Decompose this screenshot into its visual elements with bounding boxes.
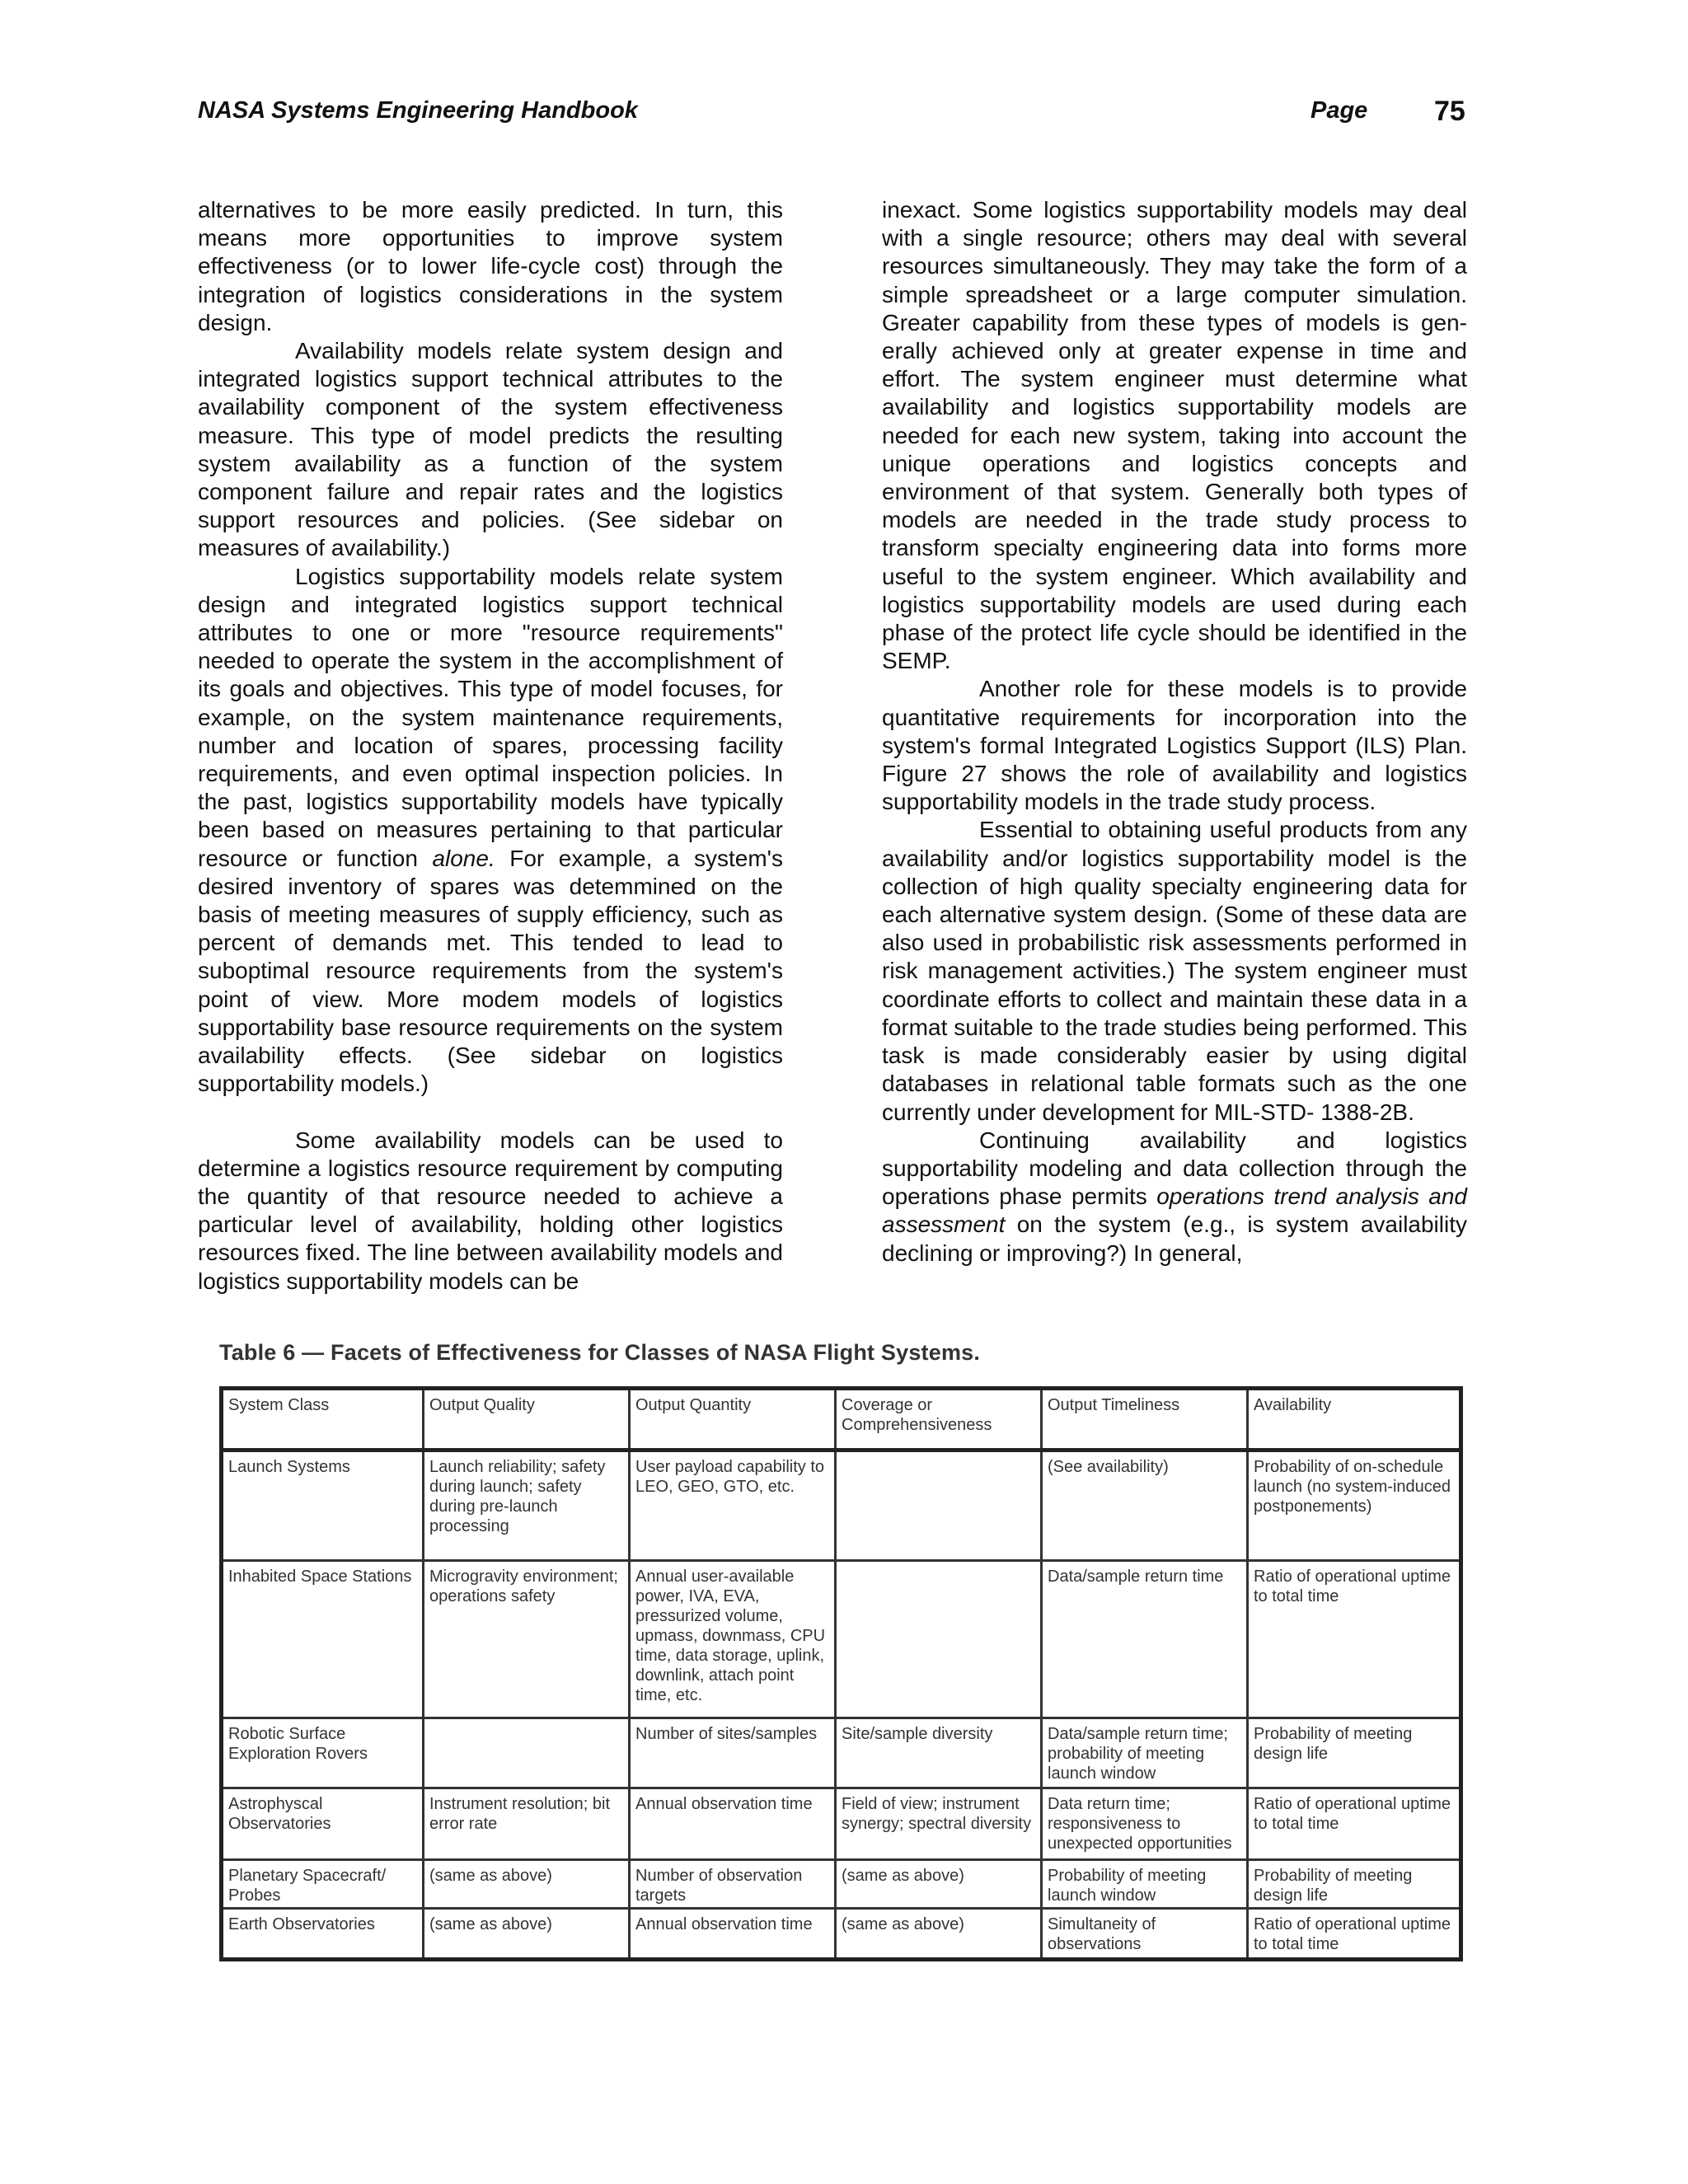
table-cell: Annual observation time <box>630 1909 836 1960</box>
table-row <box>222 1860 1461 1909</box>
table-cell: Planetary Spacecraft/ Probes <box>222 1860 424 1909</box>
table-cell: (same as above) <box>836 1860 1042 1909</box>
table-cell: Inhabited Space Stations <box>222 1561 424 1718</box>
table-row <box>222 1561 1461 1718</box>
table-row <box>222 1451 1461 1561</box>
paragraph: inexact. Some logistics supportability models may deal with a single resource; others may deal with several resources simultaneously. They may take the form of a simple spreadsheet or a large computer simulation. Greater capability from these types of models is gen-erally achieved only at greater expense in time and effort. The system engineer must determine what availability and logistics supportability models are needed for each new system, taking into account the unique operations and logistics concepts and environment of that system. Generally both types of models are needed in the trade study process to transform specialty engineering data into forms more useful to the system engineer. Which availability and logistics supportability models are used during each phase of the protect life cycle should be identified in the SEMP. <box>882 197 1467 674</box>
paragraph-text: on the system (e.g., is system availability declining or improving?) In general, <box>882 1212 1467 1266</box>
table-cell: Data/sample return time <box>1042 1561 1248 1718</box>
table-cell: Instrument resolution; bit error rate <box>424 1788 630 1860</box>
paragraph <box>882 1127 1467 1268</box>
table-cell <box>424 1718 630 1788</box>
column-header: Availability <box>1248 1389 1461 1451</box>
handbook-title: NASA Systems Engineering Handbook <box>198 97 638 124</box>
column-header: System Class <box>222 1389 424 1451</box>
table-row <box>222 1909 1461 1960</box>
table-cell: Microgravity environment; operations safety <box>424 1561 630 1718</box>
table-cell: (same as above) <box>424 1860 630 1909</box>
table-cell: Launch Systems <box>222 1451 424 1561</box>
table-cell <box>836 1451 1042 1561</box>
table-cell: (See availability) <box>1042 1451 1248 1561</box>
table-cell: Ratio of operational uptime to total time <box>1248 1909 1461 1960</box>
paragraph <box>198 563 783 1099</box>
table-cell: Ratio of operational uptime to total time <box>1248 1788 1461 1860</box>
paragraph: Availability models relate system design and integrated logistics support technical attributes to the availability component of the system effectiveness measure. This type of model predicts the resulting system availability as a function of the system component failure and repair rates and the logistics support resources and policies. (See sidebar on measures of availability.) <box>198 338 783 561</box>
emphasis-text: alone. <box>432 845 495 871</box>
table-cell: (same as above) <box>424 1909 630 1960</box>
table-cell: Data return time; responsiveness to unexpected opportunities <box>1042 1788 1248 1860</box>
table-cell: Field of view; instrument synergy; spectral diversity <box>836 1788 1042 1860</box>
table-cell: Probability of meeting design life <box>1248 1860 1461 1909</box>
table-cell: Ratio of operational uptime to total time <box>1248 1561 1461 1718</box>
column-header: Coverage or Comprehensiveness <box>836 1389 1042 1451</box>
page-label: Page <box>1311 97 1368 124</box>
table-cell: Launch reliability; safety during launch; safety during pre-launch processing <box>424 1451 630 1561</box>
table-cell: Probability of on-schedule launch (no system-induced postponements) <box>1248 1451 1461 1561</box>
table-header-row <box>222 1389 1461 1451</box>
table-cell: Simultaneity of observations <box>1042 1909 1248 1960</box>
column-header: Output Quality <box>424 1389 630 1451</box>
paragraph-text: Logistics supportability models relate system design and integrated logistics support technical attributes to one or more "resource requirements" needed to operate the system in the accomplishment of its goals and objectives. This type of model focuses, for example, on the system maintenance requirements, number and location of spares, processing facility requirements, and even optimal inspection policies. In the past, logistics supportability models have typically been based on measures pertaining to that particular resource or function <box>198 563 783 871</box>
table-cell: (same as above) <box>836 1909 1042 1960</box>
table-cell: Site/sample diversity <box>836 1718 1042 1788</box>
paragraph: Essential to obtaining useful products from any availability and/or logistics supportability model is the collection of high quality specialty engineering data for each alternative system design. (Some of these data are also used in probabilistic risk assessments performed in risk management activities.) The system engineer must coordinate efforts to collect and maintain these data in a format suitable to the trade studies being performed. This task is made considerably easier by using digital databases in relational table formats such as the one currently under development for MIL-STD- 1388-2B. <box>882 817 1467 1125</box>
paragraph-text: For example, a system's desired inventory of spares was detemmined on the basis of meeting measures of supply efficiency, such as percent of demands met. This tended to lead to suboptimal resource requirements from the system's point of view. More modem models of logistics supportability base resource requirements on the system availability effects. (See sidebar on logistics supportability models.) <box>198 845 783 1097</box>
table-cell <box>836 1561 1042 1718</box>
column-header: Output Timeliness <box>1042 1389 1248 1451</box>
paragraph: alternatives to be more easily predicted. In turn, this means more opportunities to improve system effectiveness (or to lower life-cycle cost) through the integration of logistics considerations in the system design. <box>198 197 783 335</box>
table-cell: Probability of meeting launch window <box>1042 1860 1248 1909</box>
table-cell: User payload capability to LEO, GEO, GTO, etc. <box>630 1451 836 1561</box>
table-cell: Annual user-available power, IVA, EVA, pressurized volume, upmass, downmass, CPU time, data storage, uplink, downlink, attach point time, etc. <box>630 1561 836 1718</box>
table-cell: Robotic Surface Exploration Rovers <box>222 1718 424 1788</box>
table-cell: Data/sample return time; probability of meeting launch window <box>1042 1718 1248 1788</box>
emphasis-text: operations trend analysis and assessment <box>882 1183 1467 1238</box>
paragraph-text: Continuing availability and logistics supportability modeling and data collection through the operations phase permits <box>882 1127 1467 1210</box>
table-cell: Earth Observatories <box>222 1909 424 1960</box>
table-cell: Probability of meeting design life <box>1248 1718 1461 1788</box>
paragraph: Some availability models can be used to determine a logistics resource requirement by computing the quantity of that resource needed to achieve a particular level of availability, holding other logistics resources fixed. The line between availability models and logistics supportability models can be <box>198 1127 783 1294</box>
effectiveness-table <box>219 1386 1463 1961</box>
table-cell: Annual observation time <box>630 1788 836 1860</box>
table-cell: Number of sites/samples <box>630 1718 836 1788</box>
page-number: 75 <box>1434 96 1465 127</box>
column-header: Output Quantity <box>630 1389 836 1451</box>
right-column <box>882 196 1467 1268</box>
table-caption: Table 6 — Facets of Effectiveness for Classes of NASA Flight Systems. <box>219 1340 981 1365</box>
table-cell: Number of observation targets <box>630 1860 836 1909</box>
table-row <box>222 1788 1461 1860</box>
table-row <box>222 1718 1461 1788</box>
paragraph: Another role for these models is to provide quantitative requirements for incorporation into the system's formal Integrated Logistics Support (ILS) Plan. Figure 27 shows the role of availability and logistics supportability models in the trade study process. <box>882 676 1467 815</box>
table-cell: Astrophyscal Observatories <box>222 1788 424 1860</box>
left-column <box>198 196 783 1296</box>
